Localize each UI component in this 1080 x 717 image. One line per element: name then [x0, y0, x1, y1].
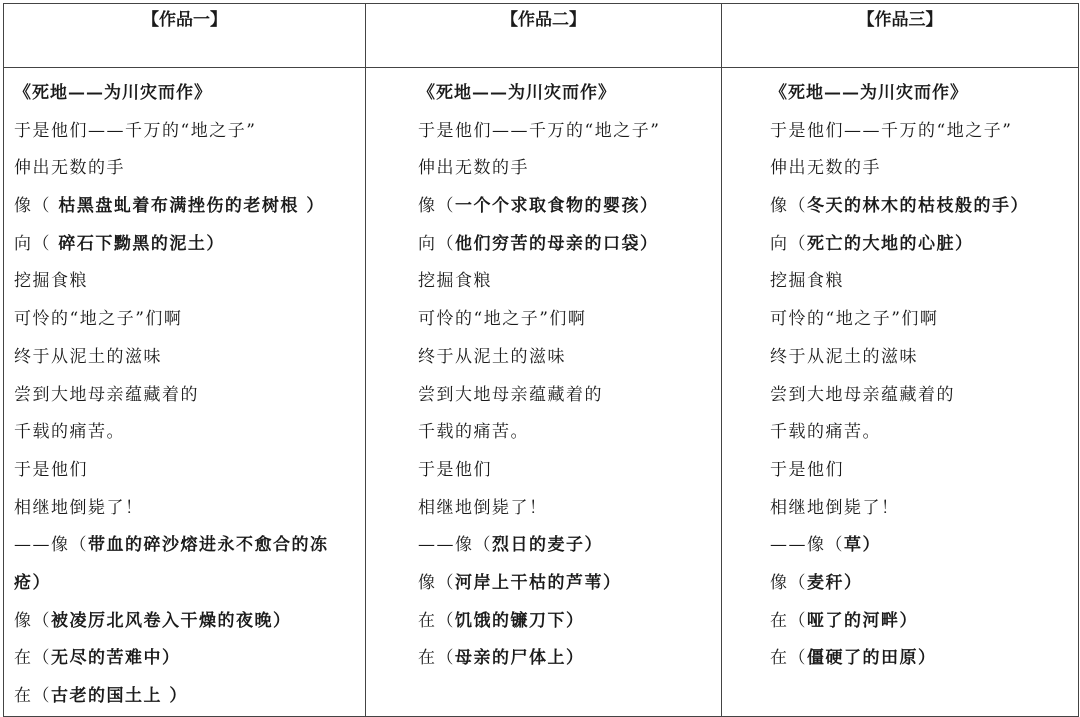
- poem-line-text: 可怜的“地之子”们啊: [418, 309, 587, 330]
- poem-line-text: 像（: [14, 196, 51, 217]
- poem-line-text: 在（: [418, 648, 455, 669]
- poem-line: [418, 301, 715, 339]
- header-work-2: 【作品二】: [366, 4, 722, 68]
- poem-title: 《死地——为川灾而作》: [14, 83, 212, 103]
- poem-line-filled-text: 草）: [844, 535, 881, 556]
- poem-line: [14, 603, 359, 641]
- poem-line: [770, 226, 1072, 264]
- poem-line: [14, 414, 359, 452]
- poem-line-text: 像（: [418, 196, 455, 217]
- poem-line-filled-text: 河岸上干枯的芦苇）: [455, 572, 622, 593]
- poem-line: [14, 150, 359, 188]
- poem-line-text: ——像（: [770, 535, 844, 556]
- poem-line-text: 千载的痛苦。: [418, 422, 529, 443]
- poem-line-text: 像（: [14, 610, 51, 631]
- poem-line-filled-text: 他们穷苦的母亲的口袋）: [455, 233, 659, 254]
- poem-line-filled-text: 烈日的麦子）: [492, 535, 603, 556]
- poem-line: [418, 263, 715, 301]
- poem-line: [418, 113, 715, 151]
- poem-line: [418, 188, 715, 226]
- poem-line: [770, 150, 1072, 188]
- poem-line-filled-text: 碎石下黝黑的泥土）: [51, 233, 225, 254]
- poem-line: [14, 377, 359, 415]
- poem-line: [418, 377, 715, 415]
- poem-title: 《死地——为川灾而作》: [770, 83, 968, 103]
- poem-line-text: 千载的痛苦。: [770, 422, 881, 443]
- poem-row: [4, 68, 1079, 717]
- poem-line: [770, 603, 1072, 641]
- poem-line: [770, 640, 1072, 678]
- poem-line: [418, 640, 715, 678]
- poem-line-filled-text: 麦秆）: [807, 572, 863, 593]
- poem-line-filled-text: 一个个求取食物的婴孩）: [455, 196, 659, 217]
- poem-line-text: 相继地倒毙了！: [418, 497, 548, 518]
- poem-line: [14, 226, 359, 264]
- poem-line-filled-text: 死亡的大地的心脏）: [807, 233, 974, 254]
- poem-line-text: 于是他们——千万的“地之子”: [418, 120, 661, 141]
- poem-column-3: [722, 68, 1079, 717]
- poem-line-text: 在（: [14, 686, 51, 707]
- poem-line-text: 终于从泥土的滋味: [14, 346, 162, 367]
- poem-line-text: 可怜的“地之子”们啊: [770, 309, 939, 330]
- poem-line-text: 像（: [770, 196, 807, 217]
- poem-line: [418, 226, 715, 264]
- poem-line: [770, 414, 1072, 452]
- poem-line-filled-text: 冬天的林木的枯枝般的手）: [807, 196, 1029, 217]
- poem-line-text: 像（: [770, 572, 807, 593]
- poem-line: [418, 339, 715, 377]
- poem-line-text: 于是他们: [14, 459, 88, 480]
- poem-title: 《死地——为川灾而作》: [418, 83, 616, 103]
- poem-line-text: 终于从泥土的滋味: [770, 346, 918, 367]
- poem-line-text: 尝到大地母亲蕴藏着的: [770, 384, 955, 405]
- poem-line-text: 相继地倒毙了！: [770, 497, 900, 518]
- poem-line: [770, 527, 1072, 565]
- poem-line: [14, 188, 359, 226]
- poem-line: [14, 339, 359, 377]
- poem-line: [770, 377, 1072, 415]
- poem-line: [14, 263, 359, 301]
- poem-line-filled-text: 饥饿的镰刀下）: [455, 610, 585, 631]
- poem-line-text: 像（: [418, 572, 455, 593]
- poem-line-text: 尝到大地母亲蕴藏着的: [418, 384, 603, 405]
- poem-line-text: 可怜的“地之子”们啊: [14, 309, 183, 330]
- poem-line-text: 挖掘食粮: [418, 271, 492, 292]
- poem-line: [418, 150, 715, 188]
- poem-line-text: 于是他们: [770, 459, 844, 480]
- poem-line-filled-text: 古老的国土上 ）: [51, 686, 188, 707]
- poem-line-text: 千载的痛苦。: [14, 422, 125, 443]
- poem-line: [14, 640, 359, 678]
- poem-line-filled-text: 枯黑盘虬着布满挫伤的老树根 ）: [51, 196, 325, 217]
- poem-line-text: 向（: [770, 233, 807, 254]
- poem-comparison-table: [3, 3, 1079, 717]
- poem-line: [770, 301, 1072, 339]
- poem-line-text: 于是他们——千万的“地之子”: [770, 120, 1013, 141]
- poem-line-filled-text: 僵硬了的田原）: [807, 648, 937, 669]
- poem-line-filled-text: 母亲的尸体上）: [455, 648, 585, 669]
- poem-line-filled-text: 哑了的河畔）: [807, 610, 918, 631]
- poem-line-filled-text: 无尽的苦难中）: [51, 648, 181, 669]
- poem-line: [770, 490, 1072, 528]
- poem-line: [418, 490, 715, 528]
- poem-line-text: 于是他们: [418, 459, 492, 480]
- poem-line: [418, 565, 715, 603]
- poem-line-text: 挖掘食粮: [770, 271, 844, 292]
- poem-line: [418, 452, 715, 490]
- poem-line-text: ——像（: [418, 535, 492, 556]
- poem-line-text: 向（: [418, 233, 455, 254]
- poem-line: [770, 188, 1072, 226]
- poem-line: [14, 113, 359, 151]
- poem-line-text: 在（: [418, 610, 455, 631]
- poem-line: [418, 527, 715, 565]
- poem-line: [770, 263, 1072, 301]
- poem-line-text: 伸出无数的手: [770, 158, 881, 179]
- poem-line: [770, 452, 1072, 490]
- poem-line: [14, 452, 359, 490]
- header-work-3: 【作品三】: [722, 4, 1079, 68]
- poem-line-text: 在（: [770, 648, 807, 669]
- poem-column-2: [366, 68, 722, 717]
- poem-line: [418, 603, 715, 641]
- poem-line-text: ——像（: [14, 535, 88, 556]
- poem-line: [770, 565, 1072, 603]
- poem-line-text: 终于从泥土的滋味: [418, 346, 566, 367]
- poem-column-1: [4, 68, 366, 717]
- header-row: [4, 4, 1079, 68]
- poem-line-text: 于是他们——千万的“地之子”: [14, 120, 257, 141]
- poem-line-text: 尝到大地母亲蕴藏着的: [14, 384, 199, 405]
- poem-line-filled-text: 被凌厉北风卷入干燥的夜晚）: [51, 610, 292, 631]
- poem-line-text: 在（: [14, 648, 51, 669]
- poem-line-text: 挖掘食粮: [14, 271, 88, 292]
- poem-line: [418, 414, 715, 452]
- poem-line: [770, 339, 1072, 377]
- poem-line: [14, 527, 354, 602]
- poem-line-text: 伸出无数的手: [14, 158, 125, 179]
- poem-line: [770, 113, 1072, 151]
- poem-line: [14, 490, 359, 528]
- poem-line-text: 在（: [770, 610, 807, 631]
- header-work-1: 【作品一】: [4, 4, 366, 68]
- poem-line-filled-text: 带血的碎沙熔进永不愈合的冻疮）: [14, 535, 329, 593]
- poem-line-text: 相继地倒毙了！: [14, 497, 144, 518]
- poem-line-text: 伸出无数的手: [418, 158, 529, 179]
- poem-line: [14, 301, 359, 339]
- poem-line-text: 向（: [14, 233, 51, 254]
- poem-line: [14, 678, 359, 716]
